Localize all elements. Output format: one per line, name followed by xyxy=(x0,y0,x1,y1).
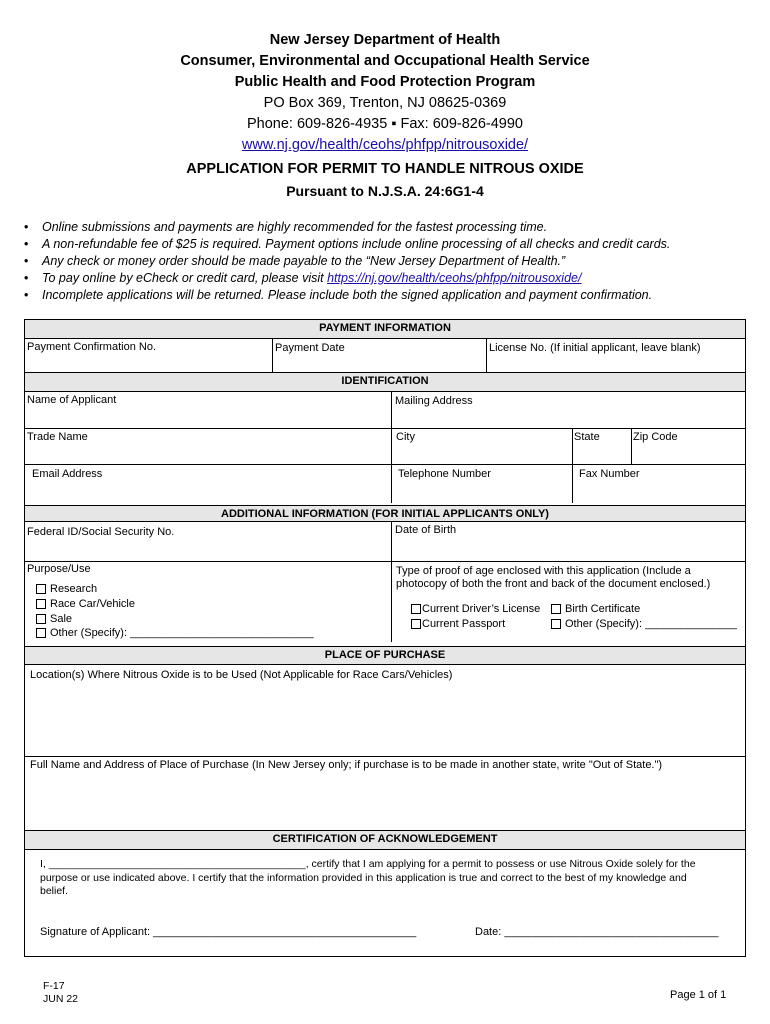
proof-option-other[interactable]: Other (Specify): _______________ xyxy=(551,618,737,630)
applicant-name-field[interactable]: Name of Applicant xyxy=(27,394,117,406)
fax-field[interactable]: Fax Number xyxy=(579,468,640,480)
telephone-field[interactable]: Telephone Number xyxy=(398,468,491,480)
checkbox[interactable] xyxy=(411,619,421,629)
place-of-purchase-field[interactable]: Full Name and Address of Place of Purchase (In New Jersey only; if purchase is to be made in another state, write "Out of State.") xyxy=(30,759,663,771)
certification-text: I, ____________________________________________, certify that I am applying for a permit to possess or use Nitrous Oxide solely for the purpose or use indicated above. I certify that the information provided in this application is true and correct to the best of my knowledge and belief. xyxy=(40,858,696,897)
payment-link[interactable]: https://nj.gov/health/ceohs/phfpp/nitrousoxide/ xyxy=(327,271,582,285)
state-field[interactable]: State xyxy=(574,431,600,443)
org-line-3: Public Health and Food Protection Program xyxy=(234,74,536,90)
purpose-option-sale[interactable]: Sale xyxy=(36,613,72,625)
checkbox[interactable] xyxy=(411,604,421,614)
checkbox[interactable] xyxy=(36,614,46,624)
phone-fax: Phone: 609-826-4935 ▪ Fax: 609-826-4990 xyxy=(246,116,523,132)
form-title: APPLICATION FOR PERMIT TO HANDLE NITROUS OXIDE xyxy=(186,161,584,177)
proof-option-drivers-license[interactable]: Current Driver’s License xyxy=(411,603,540,615)
checkbox[interactable] xyxy=(36,584,46,594)
purpose-option-other[interactable]: Other (Specify): ______________________________ xyxy=(36,627,314,639)
page-number: Page 1 of 1 xyxy=(670,989,727,1001)
date-of-birth-field[interactable]: Date of Birth xyxy=(395,524,457,536)
email-field[interactable]: Email Address xyxy=(32,468,103,480)
certification-date-field[interactable]: Date: ___________________________________ xyxy=(475,926,719,938)
proof-option-passport[interactable]: Current Passport xyxy=(411,618,505,630)
additional-info-heading: ADDITIONAL INFORMATION (FOR INITIAL APPLICANTS ONLY) xyxy=(25,505,745,522)
certification-heading: CERTIFICATION OF ACKNOWLEDGEMENT xyxy=(25,830,745,850)
license-number-field[interactable]: License No. (If initial applicant, leave blank) xyxy=(489,342,701,354)
city-field[interactable]: City xyxy=(396,431,415,443)
form-number: F-17 xyxy=(43,980,65,992)
purpose-option-research[interactable]: Research xyxy=(36,583,97,595)
form-revision: JUN 22 xyxy=(43,993,79,1005)
proof-of-age-text: Type of proof of age enclosed with this application (Include a photocopy of both the front and back of the document enclosed.) xyxy=(396,565,711,590)
signature-field[interactable]: Signature of Applicant: ___________________________________________ xyxy=(40,926,417,938)
purpose-label: Purpose/Use xyxy=(27,563,91,575)
payment-heading: PAYMENT INFORMATION xyxy=(25,320,745,339)
checkbox[interactable] xyxy=(551,619,561,629)
purpose-option-race-car[interactable]: Race Car/Vehicle xyxy=(36,598,135,610)
payment-confirmation-field[interactable]: Payment Confirmation No. xyxy=(27,341,156,353)
address: PO Box 369, Trenton, NJ 08625-0369 xyxy=(263,95,507,111)
trade-name-field[interactable]: Trade Name xyxy=(27,431,88,443)
mailing-address-field[interactable]: Mailing Address xyxy=(395,395,473,407)
checkbox[interactable] xyxy=(36,599,46,609)
place-of-purchase-heading: PLACE OF PURCHASE xyxy=(25,646,745,665)
application-form xyxy=(24,319,746,957)
payment-date-field[interactable]: Payment Date xyxy=(275,342,345,354)
identification-heading: IDENTIFICATION xyxy=(25,372,745,392)
checkbox[interactable] xyxy=(36,628,46,638)
checkbox[interactable] xyxy=(551,604,561,614)
form-subtitle: Pursuant to N.J.S.A. 24:6G1-4 xyxy=(286,183,484,199)
org-line-2: Consumer, Environmental and Occupational Health Service xyxy=(180,53,590,69)
location-of-use-field[interactable]: Location(s) Where Nitrous Oxide is to be Used (Not Applicable for Race Cars/Vehicles) xyxy=(30,669,453,681)
federal-id-field[interactable]: Federal ID/Social Security No. xyxy=(27,526,175,538)
website-link[interactable]: www.nj.gov/health/ceohs/phfpp/nitrousoxide/ xyxy=(241,137,529,153)
zip-code-field[interactable]: Zip Code xyxy=(633,431,678,443)
org-line-1: New Jersey Department of Health xyxy=(269,32,501,48)
proof-option-birth-certificate[interactable]: Birth Certificate xyxy=(551,603,640,615)
